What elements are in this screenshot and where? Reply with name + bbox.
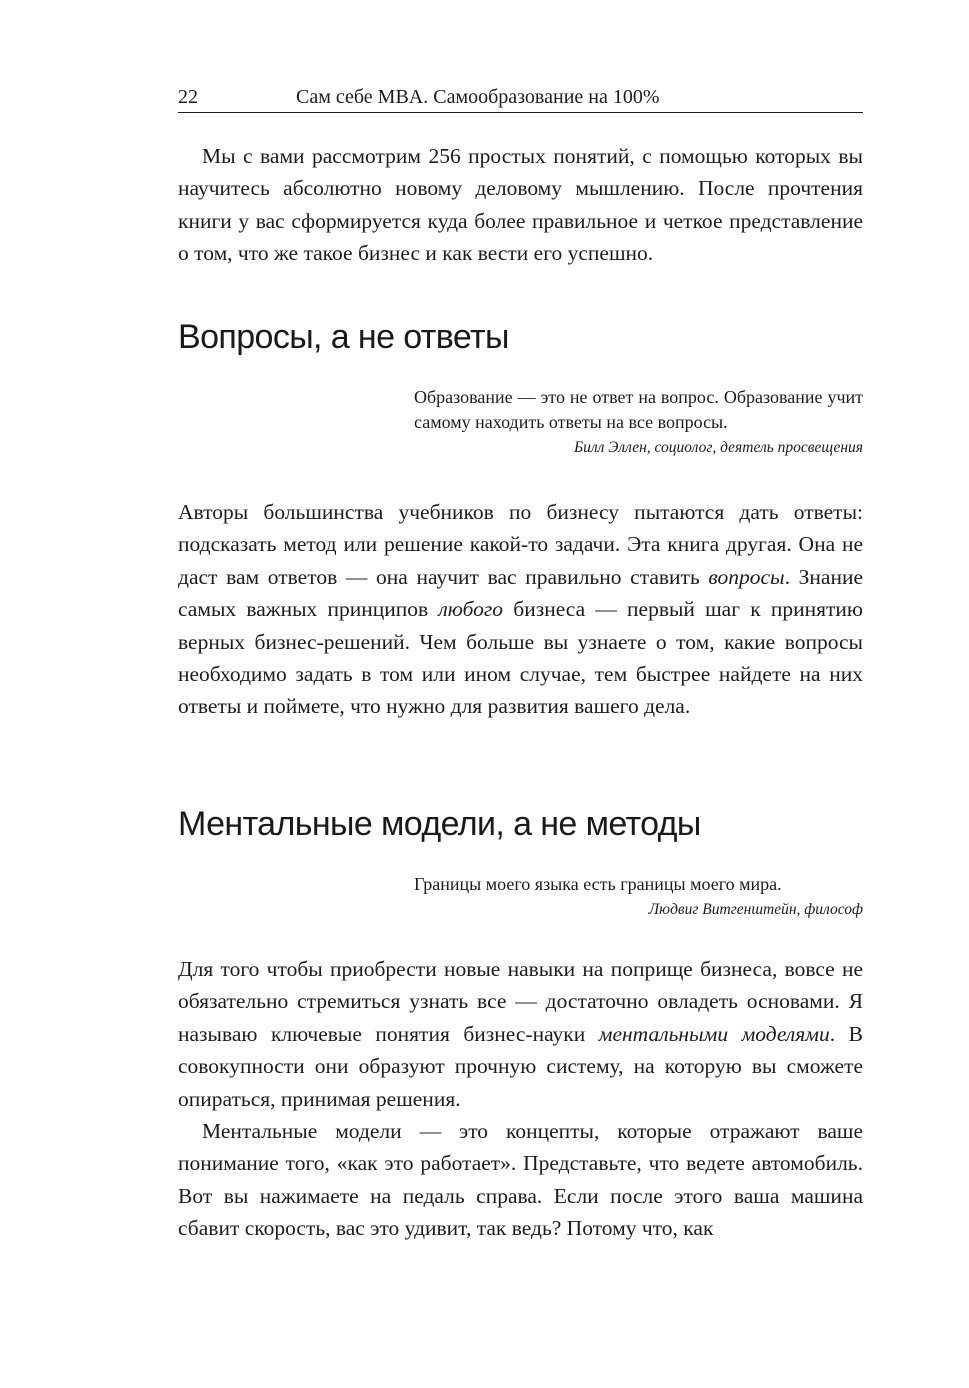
section-questions-body — [178, 496, 863, 723]
text-run: Для того чтобы приобрести новые навыки на поприще бизнеса, вовсе не обязательно стремиться узнать все — достаточно овладеть основами. Я называю ключевые понятия бизнес-науки — [178, 957, 863, 1046]
text-run: . В совокупности они образуют прочную систему, на которую вы сможете опираться, принимая решения. — [178, 1021, 863, 1111]
epigraph-attribution: Людвиг Витгенштейн, философ — [648, 901, 863, 918]
epigraph-quote: Границы моего языка есть границы моего мира. — [414, 874, 782, 894]
section-mental-models-body — [178, 953, 863, 1245]
epigraph-mental-models — [414, 872, 863, 921]
emphasis: любого — [438, 597, 504, 622]
body-paragraph — [178, 496, 863, 723]
section-heading-mental-models: Ментальные модели, а не методы — [178, 805, 701, 843]
running-head — [178, 84, 863, 110]
text-run: Авторы большинства учебников по бизнесу пытаются дать ответы: подсказать метод или решение какой-то задачи. Эта книга другая. Она не даст вам ответов — она научит вас правильно ставить — [178, 500, 863, 589]
epigraph-attribution: Билл Эллен, социолог, деятель просвещения — [574, 439, 863, 456]
epigraph-questions — [414, 385, 863, 459]
section-heading-questions: Вопросы, а не ответы — [178, 318, 509, 356]
emphasis: ментальными моделями — [598, 1021, 830, 1046]
body-paragraph: Ментальные модели — это концепты, которые отражают ваше понимание того, «как это работает». Представьте, что ведете автомобиль. Вот вы нажимаете на педаль справа. Если после этого ваша машина сбавит скорость, вас это удивит, так ведь? Потому что, как — [178, 1119, 863, 1241]
running-head-title: Сам себе MBA. Самообразование на 100% — [296, 86, 660, 108]
text-run: . Знание самых важных принципов — [178, 564, 863, 622]
intro-paragraph: Мы с вами рассмотрим 256 простых понятий, с помощью которых вы научитесь абсолютно новому деловому мышлению. После прочтения книги у вас сформируется куда более правильное и четкое представление о том, что же такое бизнес и как вести его успешно. — [178, 144, 863, 266]
intro-block — [178, 140, 863, 270]
text-run: бизнеса — первый шаг к принятию верных бизнес-решений. Чем больше вы узнаете о том, какие вопросы необходимо задать в том или ином случае, тем быстрее найдете на них ответы и поймете, что нужно для развития вашего дела. — [178, 597, 863, 719]
body-paragraph — [178, 953, 863, 1115]
page-number: 22 — [178, 86, 198, 108]
emphasis: вопросы — [708, 564, 785, 589]
header-rule — [178, 112, 863, 113]
epigraph-quote: Образование — это не ответ на вопрос. Образование учит самому находить ответы на все вопросы. — [414, 387, 863, 432]
